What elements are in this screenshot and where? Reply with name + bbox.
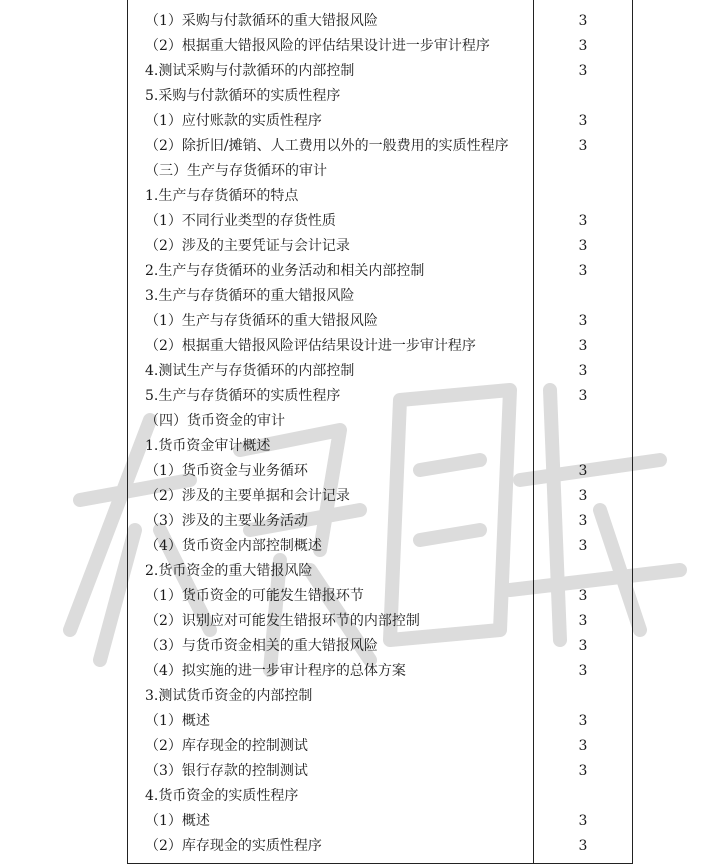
row-value: 3 bbox=[578, 663, 588, 679]
table-row bbox=[128, 234, 632, 259]
row-text: （3）银行存款的控制测试 bbox=[145, 763, 308, 779]
row-text: 5.生产与存货循环的实质性程序 bbox=[145, 388, 341, 404]
table-row bbox=[128, 359, 632, 384]
row-value: 3 bbox=[578, 463, 588, 479]
table-row bbox=[128, 734, 632, 759]
row-value: 3 bbox=[578, 838, 588, 854]
row-text: （四）货币资金的审计 bbox=[145, 413, 285, 429]
table-row bbox=[128, 209, 632, 234]
row-text: （2）识别应对可能发生错报环节的内部控制 bbox=[145, 613, 420, 629]
table-row bbox=[128, 459, 632, 484]
row-text: （1）概述 bbox=[145, 813, 210, 829]
table-row bbox=[128, 559, 632, 584]
row-text: 4.测试生产与存货循环的内部控制 bbox=[145, 363, 355, 379]
row-text: 1.生产与存货循环的特点 bbox=[145, 188, 299, 204]
curriculum-table bbox=[127, 0, 633, 864]
row-text: 5.采购与付款循环的实质性程序 bbox=[145, 88, 341, 104]
row-value: 3 bbox=[578, 613, 588, 629]
row-value: 3 bbox=[578, 638, 588, 654]
row-value: 3 bbox=[578, 263, 588, 279]
row-text: （2）根据重大错报风险评估结果设计进一步审计程序 bbox=[145, 338, 476, 354]
table-row bbox=[128, 84, 632, 109]
table-row bbox=[128, 634, 632, 659]
row-value: 3 bbox=[578, 63, 588, 79]
row-text: （1）货币资金的可能发生错报环节 bbox=[145, 588, 364, 604]
table-row bbox=[128, 759, 632, 784]
row-text: （3）与货币资金相关的重大错报风险 bbox=[145, 638, 378, 654]
table-row bbox=[128, 59, 632, 84]
table-row bbox=[128, 434, 632, 459]
table-row bbox=[128, 34, 632, 59]
table-row bbox=[128, 809, 632, 834]
table-row bbox=[128, 259, 632, 284]
row-value: 3 bbox=[578, 38, 588, 54]
row-value: 3 bbox=[578, 713, 588, 729]
row-value: 3 bbox=[578, 338, 588, 354]
row-value: 3 bbox=[578, 388, 588, 404]
table-row bbox=[128, 659, 632, 684]
row-text: 4.货币资金的实质性程序 bbox=[145, 788, 299, 804]
row-text: 3.生产与存货循环的重大错报风险 bbox=[145, 288, 355, 304]
row-value: 3 bbox=[578, 763, 588, 779]
table-row bbox=[128, 609, 632, 634]
table-row bbox=[128, 584, 632, 609]
table-row bbox=[128, 284, 632, 309]
row-value: 3 bbox=[578, 513, 588, 529]
row-text: （3）涉及的主要业务活动 bbox=[145, 513, 308, 529]
row-text: （2）库存现金的实质性程序 bbox=[145, 838, 322, 854]
row-text: （1）货币资金与业务循环 bbox=[145, 463, 308, 479]
row-value: 3 bbox=[578, 488, 588, 504]
row-value: 3 bbox=[578, 138, 588, 154]
table-row bbox=[128, 184, 632, 209]
table-row bbox=[128, 334, 632, 359]
row-text: （2）根据重大错报风险的评估结果设计进一步审计程序 bbox=[145, 38, 490, 54]
table-row bbox=[128, 534, 632, 559]
row-text: （1）生产与存货循环的重大错报风险 bbox=[145, 313, 378, 329]
row-text: （4）拟实施的进一步审计程序的总体方案 bbox=[145, 663, 406, 679]
row-value: 3 bbox=[578, 738, 588, 754]
row-text: 1.货币资金审计概述 bbox=[145, 438, 271, 454]
table-row bbox=[128, 684, 632, 709]
row-text: （1）采购与付款循环的重大错报风险 bbox=[145, 13, 378, 29]
row-value: 3 bbox=[578, 813, 588, 829]
table-row bbox=[128, 9, 632, 34]
row-text: 4.测试采购与付款循环的内部控制 bbox=[145, 63, 355, 79]
row-text: （1）应付账款的实质性程序 bbox=[145, 113, 322, 129]
row-text: （4）货币资金内部控制概述 bbox=[145, 538, 322, 554]
row-value: 3 bbox=[578, 538, 588, 554]
table-row bbox=[128, 834, 632, 859]
table-row bbox=[128, 109, 632, 134]
row-text: 2.生产与存货循环的业务活动和相关内部控制 bbox=[145, 263, 425, 279]
table-rows bbox=[128, 9, 632, 859]
row-text: 3.测试货币资金的内部控制 bbox=[145, 688, 313, 704]
row-text: （1）概述 bbox=[145, 713, 210, 729]
row-value: 3 bbox=[578, 313, 588, 329]
table-row bbox=[128, 159, 632, 184]
row-value: 3 bbox=[578, 13, 588, 29]
row-text: （2）除折旧/摊销、人工费用以外的一般费用的实质性程序 bbox=[145, 138, 509, 154]
table-row bbox=[128, 134, 632, 159]
row-text: （2）库存现金的控制测试 bbox=[145, 738, 308, 754]
row-value: 3 bbox=[578, 363, 588, 379]
row-text: （2）涉及的主要凭证与会计记录 bbox=[145, 238, 350, 254]
table-row bbox=[128, 509, 632, 534]
table-row bbox=[128, 784, 632, 809]
row-text: （2）涉及的主要单据和会计记录 bbox=[145, 488, 350, 504]
row-value: 3 bbox=[578, 213, 588, 229]
table-row bbox=[128, 409, 632, 434]
table-row bbox=[128, 484, 632, 509]
row-text: （1）不同行业类型的存货性质 bbox=[145, 213, 336, 229]
row-value: 3 bbox=[578, 113, 588, 129]
row-text: （三）生产与存货循环的审计 bbox=[145, 163, 327, 179]
table-row bbox=[128, 309, 632, 334]
table-row bbox=[128, 384, 632, 409]
row-text: 2.货币资金的重大错报风险 bbox=[145, 563, 313, 579]
row-value: 3 bbox=[578, 238, 588, 254]
table-row bbox=[128, 709, 632, 734]
row-value: 3 bbox=[578, 588, 588, 604]
